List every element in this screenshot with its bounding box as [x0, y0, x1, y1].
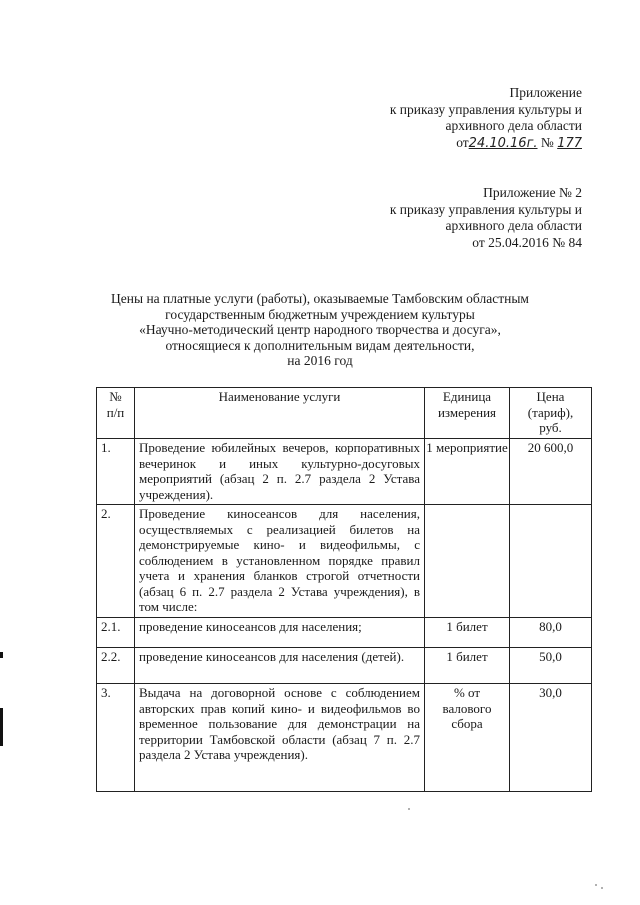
row-service-name: Проведение киносеансов для населения, осуществляемых с реализацией билетов на демонстрируемые кино- и видеофильмы, с соблюдением в установленном порядке правил учета и хранения бланков строгой отчетности (абзац 6 п. 2.7 раздела 2 Устава учреждения), в том числе:: [135, 505, 425, 618]
row-service-name: проведение киносеансов для населения;: [135, 618, 425, 648]
row-price: 80,0: [510, 618, 592, 648]
appendix-1-title: Приложение: [509, 85, 582, 100]
handwritten-number: 177: [557, 135, 582, 151]
row-service-name: Выдача на договорной основе с соблюдением авторских прав копий кино- и видеофильмов во временное пользование для демонстрации на территории Тамбовской области (абзац 7 п. 2.7 раздела 2 Устава учреждения).: [135, 684, 425, 792]
row-unit: 1 билет: [425, 648, 510, 684]
table-row: [97, 439, 592, 505]
row-unit: 1 мероприятие: [425, 439, 510, 505]
header-price-line: руб.: [539, 420, 562, 435]
appendix-1-number-label: №: [540, 134, 554, 150]
row-unit-line: валового: [442, 700, 492, 716]
appendix-2-date-line: от 25.04.2016 № 84: [472, 234, 582, 250]
row-num: 2.: [97, 505, 135, 618]
header-price: [510, 388, 592, 439]
price-table: [96, 387, 592, 792]
scan-speck: [595, 884, 597, 886]
document-title: [0, 291, 640, 369]
row-price: 20 600,0: [510, 439, 592, 505]
appendix-2-department-line: архивного дела области: [445, 218, 582, 233]
row-unit: [425, 505, 510, 618]
table-row: [97, 618, 592, 648]
header-num-line: №: [109, 389, 122, 404]
header-price-line: Цена: [536, 389, 565, 404]
scan-edge-mark: [0, 652, 3, 658]
title-line-4: относящиеся к дополнительным видам деятельности,: [165, 337, 475, 353]
row-unit: [425, 684, 510, 792]
title-line-3: «Научно-методический центр народного творчества и досуга»,: [139, 322, 501, 338]
header-unit: [425, 388, 510, 439]
appendix-2-order-line: к приказу управления культуры и: [389, 201, 582, 217]
row-service-name: Проведение юбилейных вечеров, корпоративных вечеринок и иных культурно-досуговых мероприятий (абзац 2 п. 2.7 раздела 2 Устава учреждения).: [135, 439, 425, 505]
header-num-line: п/п: [106, 404, 125, 420]
row-price: [510, 505, 592, 618]
header-name: Наименование услуги: [135, 388, 425, 439]
appendix-1-date-line: [390, 135, 582, 153]
title-line-5: на 2016 год: [287, 353, 353, 369]
appendix-1-from-label: от: [456, 134, 469, 150]
appendix-1-order-line: к приказу управления культуры и: [389, 101, 582, 117]
header-num: [97, 388, 135, 439]
table-row: [97, 648, 592, 684]
table-header-row: [97, 388, 592, 439]
handwritten-date: 24.10.16г.: [468, 135, 538, 151]
table-row: [97, 684, 592, 792]
row-num: 3.: [97, 684, 135, 792]
row-num: 1.: [97, 439, 135, 505]
scan-edge-mark: [0, 708, 3, 746]
row-service-name: проведение киносеансов для населения (детей).: [135, 648, 425, 684]
scan-speck: [601, 887, 603, 889]
row-unit-line: % от: [453, 685, 481, 700]
row-unit-line: сбора: [451, 716, 483, 731]
header-unit-line: измерения: [437, 404, 497, 420]
appendix-1-block: [390, 85, 582, 152]
title-line-1: Цены на платные услуги (работы), оказываемые Тамбовским областным: [111, 291, 529, 306]
appendix-2-title: Приложение № 2: [483, 185, 582, 200]
appendix-2-block: [390, 185, 582, 251]
title-line-2: государственным бюджетным учреждением культуры: [165, 306, 475, 322]
row-price: 30,0: [510, 684, 592, 792]
row-price: 50,0: [510, 648, 592, 684]
scan-speck: [408, 808, 410, 810]
table-row: [97, 505, 592, 618]
row-num: 2.2.: [97, 648, 135, 684]
appendix-1-department-line: архивного дела области: [445, 118, 582, 133]
row-unit: 1 билет: [425, 618, 510, 648]
row-num: 2.1.: [97, 618, 135, 648]
header-unit-line: Единица: [442, 389, 492, 404]
header-price-line: (тариф),: [527, 404, 574, 420]
